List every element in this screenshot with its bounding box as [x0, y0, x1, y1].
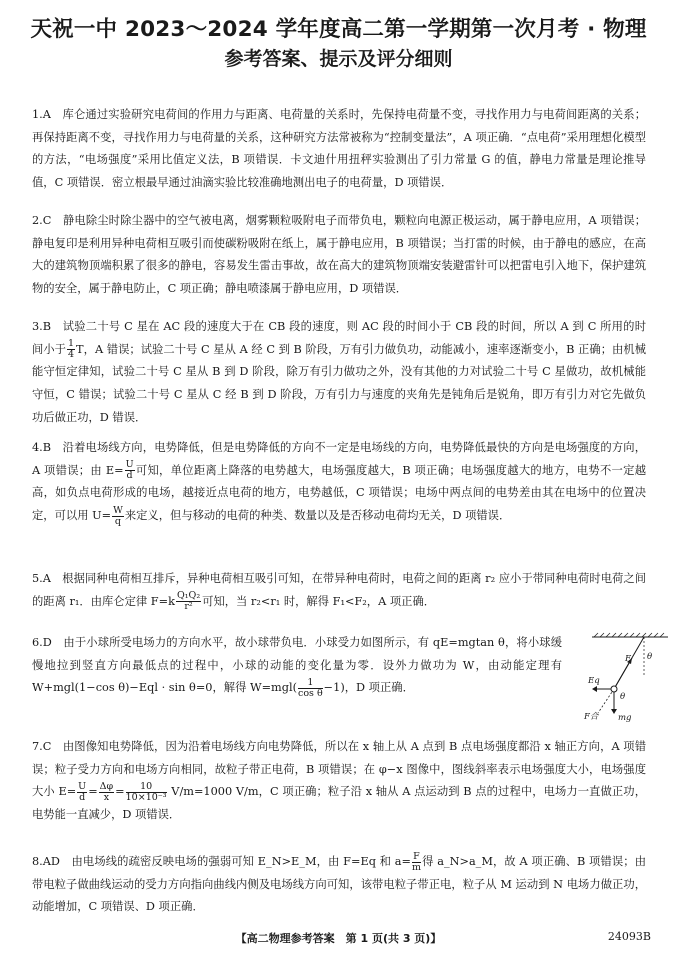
answer-text: 1.A 库仑通过实验研究电荷间的作用力与距离、电荷量的关系时，先保持电荷量不变，寻找作用力与电荷间距离的关系；再保持距离不变，寻找作用力与电荷量的关系，这种研究方法常被称为“控制变量法”，A 项正确．“点电荷”采用理想化模型的方法，“电场强度”采用比值定义法，B 项错误．卡文迪什用扭秤实验测出了引力常量 G 的值，静电力常量是理论推导值，C 项错误．密立根最早通过油滴实验比较准确地测出电子的电荷量，D 项错误． — [32, 108, 646, 190]
ceiling-hatch — [594, 633, 664, 637]
fraction-denominator: 10×10⁻³ — [125, 791, 167, 803]
equals-sign: = — [115, 785, 125, 799]
label-mg: mg — [618, 713, 632, 723]
fraction-numerator: W — [113, 504, 123, 516]
answer-text: 6.D 由于小球所受电场力的方向水平，故小球带负电．小球受力如图所示，有 qE=mgtan θ，将小球缓慢地拉到竖直方向最低点的过程中，小球的动能的变化量为零．设外力做功为 W，由动能定理有 W+mgl(1−cos θ)−Eql · sin θ=0，解得 W=mgl( — [32, 636, 562, 695]
fraction — [77, 782, 87, 803]
fraction-numerator: Δφ — [99, 780, 114, 792]
charged-ball — [611, 686, 617, 692]
answer-text: 8.AD 由电场线的疏密反映电场的强弱可知 E_N>E_M，由 F=Eq 和 a= — [32, 855, 411, 868]
fraction-denominator: m — [411, 861, 421, 873]
fraction — [176, 591, 201, 612]
page-subtitle: 参考答案、提示及评分细则 — [224, 48, 453, 70]
fraction-numerator: 1 — [68, 338, 75, 350]
fraction-denominator: cos θ — [298, 687, 323, 699]
answer-item-4 — [32, 437, 646, 528]
answer-text: 7.C 由图像知电势降低，因为沿着电场线方向电势降低，所以在 x 轴上从 A 点到 B 点电场强度都沿 x 轴正方向，A 项错误；粒子受力方向和电场方向相同，故粒子带正电荷，B 项错误；在 φ−x 图像中，图线斜率表示电场强度大小，电场强度大小 E= — [32, 740, 646, 799]
answer-item-7 — [32, 736, 646, 827]
fraction — [99, 782, 115, 803]
fraction-numerator: 10 — [126, 782, 167, 793]
answer-text: 3.B 试验二十号 C 星在 AC 段的速度大于在 CB 段的速度，则 AC 段的时间小于 CB 段的时间，所以 A 到 C 所用的时间小于 — [32, 320, 646, 356]
fraction-numerator: Q₁Q₂ — [176, 590, 201, 602]
force-diagram-svg — [570, 633, 670, 723]
fraction — [67, 339, 75, 360]
page-title: 天祝一中 2023～2024 学年度高二第一学期第一次月考 · 物理 — [30, 17, 647, 42]
answer-text: V/m=1000 V/m，C 项正确；粒子沿 x 轴从 A 点运动到 B 点的过程中，电场力一直做正功，电势能一直减少，D 项错误． — [32, 785, 646, 822]
fraction — [126, 782, 167, 803]
label-F: F — [625, 654, 631, 664]
fraction-numerator: F — [413, 850, 420, 862]
gravity-arrowhead — [611, 709, 617, 714]
fraction-numerator: 1 — [298, 678, 323, 689]
fraction-numerator: U — [78, 780, 87, 792]
footer-page-info: 【高二物理参考答案 第 1 页(共 3 页)】 — [235, 932, 442, 945]
answer-item-1 — [32, 104, 646, 195]
fraction-denominator: d — [79, 791, 86, 803]
label-theta-top: θ — [647, 652, 653, 662]
answer-text: 可知，单位距离上降落的电势越大，电场强度越大，B 项正确；电场强度越大的地方，电势不一定越高，如负点电荷形成的电场，越接近点电荷的地方，电势越低，C 项错误；电场中两点间的电势差由其在电场中的位置决定，可以用 U= — [32, 463, 646, 523]
answer-text: 2.C 静电除尘时除尘器中的空气被电离，烟雾颗粒吸附电子而带负电，颗粒向电源正极运动，属于静电应用，A 项错误；静电复印是利用异种电荷相互吸引而使碳粉吸附在纸上，属于静电应用，B 项错误；当打雷的时候，由于静电的感应，在高大的建筑物顶端积累了很多的静电，容易发生雷击事故，故在高大的建筑物顶端安装避雷针可以把雷电引入地下，保护建筑物的安全，属于静电防止，C 项正确；静电喷漆属于静电应用，D 项错误． — [32, 214, 646, 296]
fraction — [112, 506, 124, 527]
answer-item-6 — [32, 632, 562, 700]
label-theta-bottom: θ — [620, 692, 626, 702]
electric-force-arrowhead — [592, 686, 597, 692]
label-F-resultant: F合 — [584, 712, 599, 722]
force-diagram — [570, 633, 670, 723]
fraction-denominator: q — [114, 515, 121, 527]
fraction-denominator: x — [103, 791, 110, 803]
fraction-denominator: 4 — [68, 349, 75, 361]
answer-text: 得 a_N>a_M，故 A 项正确、B 项错误；由带电粒子做曲线运动的受力方向指向曲线内侧及电场线方向可知，该带电粒子带正电，粒子从 M 运动到 N 电场力做正功，动能增加，C 项错误、D 项正确． — [32, 855, 646, 914]
answer-item-8 — [32, 851, 646, 919]
answer-item-3 — [32, 316, 646, 430]
fraction — [298, 678, 323, 699]
fraction-numerator: U — [125, 459, 134, 471]
answer-text: 来定义，但与移动的电荷的种类、数量以及是否移动电荷均无关，D 项错误． — [124, 509, 511, 523]
answer-text: 可知，当 r₂<r₁ 时，解得 F₁<F₂，A 项正确． — [202, 594, 436, 608]
footer-paper-code: 24093B — [607, 930, 651, 943]
fraction-denominator: r² — [184, 601, 193, 613]
label-Eq: Eq — [588, 676, 600, 686]
fraction — [412, 852, 421, 873]
equals-sign: = — [88, 785, 98, 799]
fraction — [125, 460, 135, 481]
answer-text: −1)，D 项正确． — [323, 681, 414, 695]
answer-text: 5.A 根据同种电荷相互排斥，异种电荷相互吸引可知，在带异种电荷时，电荷之间的距离 r₂ 应小于带同种电荷时电荷之间的距离 r₁．由库仑定律 F=k — [32, 572, 646, 608]
fraction-denominator: d — [126, 470, 133, 482]
answer-text: T，A 错误；试验二十号 C 星从 A 经 C 到 B 阶段，万有引力做负功，动能减小，速率逐渐变小，B 正确；由机械能守恒定律知，试验二十号 C 星从 B 到 D 阶段，除万有引力做功之外，没有其他的力对试验二十号 C 星做功，故机械能守恒，C 错误；试验二十号 C 星从 C 经 B 到 D 阶段，万有引力与速度的夹角先是钝角后是锐角，即万有引力对它先做负功后做正功，D 错误． — [32, 342, 646, 424]
answer-item-2 — [32, 210, 646, 301]
answer-item-5 — [32, 568, 646, 613]
answer-text: 4.B 沿着电场线方向，电势降低，但是电势降低的方向不一定是电场线的方向，电势降低最快的方向是电场强度的方向，A 项错误；由 E= — [32, 441, 646, 477]
